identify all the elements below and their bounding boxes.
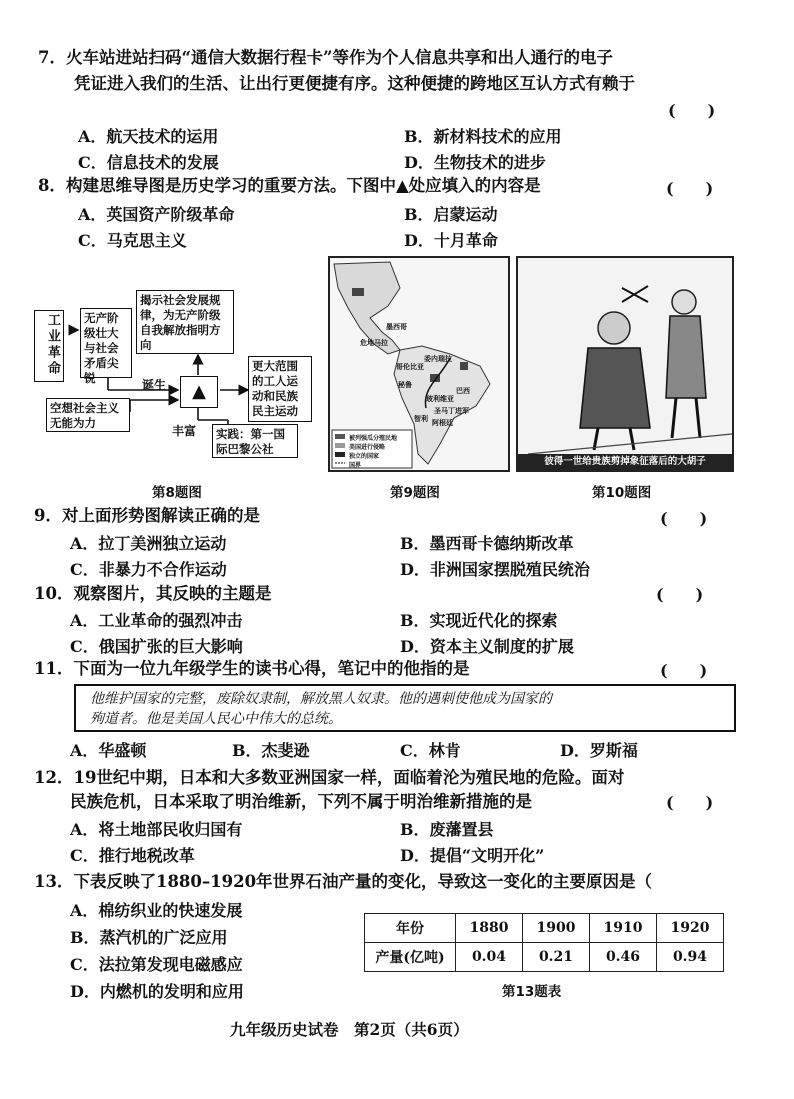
fig9-legend-4: 国界 [349, 462, 362, 469]
table-row [365, 914, 724, 943]
q13-option-b: B．蒸汽机的广泛应用 [70, 928, 228, 947]
fig8-box-center-triangle: ▲ [180, 376, 218, 408]
q8-option-c: C．马克思主义 [78, 231, 187, 250]
q9-answer-paren: ( ) [660, 509, 708, 528]
q11-option-c: C．林肯 [400, 741, 461, 760]
q11-note-line1: 他维护国家的完整，废除奴隶制，解放黑人奴隶。他的遇刺使他成为国家的 [90, 691, 552, 707]
fig8-label-birth: 诞生 [142, 378, 167, 392]
q7-option-a: A．航天技术的运用 [78, 127, 219, 146]
q8-option-d: D．十月革命 [404, 231, 498, 250]
q13-table-cell-1920: 0.94 [657, 943, 724, 972]
fig8-box-practice: 实践：第一国际巴黎公社 [212, 424, 298, 458]
q11-stem: 11．下面为一位九年级学生的读书心得，笔记中的他指的是 [34, 659, 470, 678]
q7-answer-paren: ( ) [668, 101, 716, 120]
q8-option-b: B．启蒙运动 [404, 205, 498, 224]
fig10-illustration [518, 258, 732, 454]
page-footer: 九年级历史试卷 第2页（共6页） [230, 1020, 469, 1039]
q8-stem: 8．构建思维导图是历史学习的重要方法。下图中▲处应填入的内容是 [38, 176, 541, 195]
fig9-caption: 第9题图 [390, 485, 440, 501]
q7-stem-line2: 凭证进入我们的生活、让出行更便捷有序。这种便捷的跨地区互认方式有赖于 [74, 74, 635, 93]
q13-table-head-year: 年份 [365, 914, 456, 943]
q8-option-a: A．英国资产阶级革命 [78, 205, 235, 224]
fig9-label-chile: 智利 [414, 414, 428, 423]
q11-note-line2: 殉道者。他是美国人民心中伟大的总统。 [90, 711, 342, 727]
q13-option-d: D．内燃机的发明和应用 [70, 982, 244, 1001]
fig9-label-argentina: 阿根廷 [432, 418, 453, 427]
q12-option-b: B．废藩置县 [400, 820, 494, 839]
q13-table-head-1920: 1920 [657, 914, 724, 943]
q13-table-cell-1910: 0.46 [590, 943, 657, 972]
q13-table [364, 913, 724, 972]
q12-stem-line1: 12．19世纪中期，日本和大多数亚洲国家一样，面临着沦为殖民地的危险。面对 [34, 768, 625, 787]
q12-option-a: A．将土地部民收归国有 [70, 820, 243, 839]
fig9-map [328, 256, 510, 472]
q13-table-head-1880: 1880 [456, 914, 523, 943]
fig8-mindmap [30, 290, 320, 460]
fig8-box-reveal-laws: 揭示社会发展规律，为无产阶级自我解放指明方向 [136, 290, 234, 354]
q10-stem: 10．观察图片，其反映的主题是 [34, 584, 272, 603]
q8-answer-paren: ( ) [666, 179, 714, 198]
q9-option-d: D．非洲国家摆脱殖民统治 [400, 560, 590, 579]
fig9-label-venezuela: 委内瑞拉 [424, 354, 452, 363]
q7-option-b: B．新材料技术的应用 [404, 127, 562, 146]
fig8-box-industrial-revolution: 工业革命 [34, 310, 64, 382]
q13-table-cell-1880: 0.04 [456, 943, 523, 972]
fig9-label-bolivia: 玻利维亚 [426, 394, 454, 403]
q9-stem: 9．对上面形势图解读正确的是 [34, 506, 260, 525]
fig9-label-peru: 秘鲁 [398, 380, 412, 389]
q13-table-head-1900: 1900 [523, 914, 590, 943]
q11-option-b: B．杰斐逊 [232, 741, 310, 760]
q13-table-cell-1900: 0.21 [523, 943, 590, 972]
fig10-caption: 第10题图 [592, 485, 652, 501]
q12-stem-line2: 民族危机，日本采取了明治维新，下列不属于明治维新措施的是 [70, 792, 532, 811]
q10-option-c: C．俄国扩张的巨大影响 [70, 637, 243, 656]
q12-answer-paren: ( ) [666, 793, 714, 812]
fig9-label-brazil: 巴西 [456, 386, 470, 395]
fig9-legend-3: 独立的国家 [349, 453, 380, 460]
fig9-label-guatemala: 危地马拉 [360, 338, 388, 347]
q7-option-c: C．信息技术的发展 [78, 153, 219, 172]
fig8-box-proletariat: 无产阶级壮大与社会矛盾尖锐 [80, 308, 132, 378]
fig10-picture-caption: 彼得一世给贵族剪掉象征落后的大胡子 [518, 454, 732, 470]
table-row [365, 943, 724, 972]
q13-table-caption: 第13题表 [502, 984, 562, 1000]
q9-option-c: C．非暴力不合作运动 [70, 560, 227, 579]
q12-option-c: C．推行地税改革 [70, 846, 195, 865]
q9-option-a: A．拉丁美洲独立运动 [70, 534, 227, 553]
fig9-label-mexico: 墨西哥 [386, 322, 407, 331]
q13-table-row-label: 产量(亿吨) [365, 943, 456, 972]
q13-stem: 13．下表反映了1880–1920年世界石油产量的变化，导致这一变化的主要原因是（ [34, 872, 653, 891]
fig9-label-san-martin: 圣马丁进军 [434, 406, 469, 415]
q11-option-d: D．罗斯福 [560, 741, 638, 760]
q11-answer-paren: ( ) [660, 661, 708, 680]
q10-option-d: D．资本主义制度的扩展 [400, 637, 574, 656]
q9-option-b: B．墨西哥卡德纳斯改革 [400, 534, 574, 553]
q12-option-d: D．提倡“文明开化” [400, 846, 545, 865]
q10-option-a: A．工业革命的强烈冲击 [70, 611, 243, 630]
fig8-box-utopian: 空想社会主义无能为力 [46, 398, 130, 432]
fig8-box-movement: 更大范围的工人运动和民族民主运动 [248, 356, 312, 422]
q7-option-d: D．生物技术的进步 [404, 153, 546, 172]
fig9-legend-1: 被列强瓜分殖民地 [349, 435, 398, 442]
fig9-label-colombia: 哥伦比亚 [396, 362, 424, 371]
q13-table-head-1910: 1910 [590, 914, 657, 943]
q10-option-b: B．实现近代化的探索 [400, 611, 558, 630]
q10-answer-paren: ( ) [656, 585, 704, 604]
q11-note-box [74, 684, 736, 732]
fig10-picture [516, 256, 734, 472]
fig9-legend-2: 美国进行侵略 [349, 444, 386, 451]
q7-stem-line1: 7．火车站进站扫码“通信大数据行程卡”等作为个人信息共享和出人通行的电子 [38, 48, 613, 67]
fig8-label-rich: 丰富 [172, 424, 197, 438]
q13-option-c: C．法拉第发现电磁感应 [70, 955, 243, 974]
q13-option-a: A．棉纺织业的快速发展 [70, 901, 243, 920]
fig8-caption: 第8题图 [152, 485, 202, 501]
q11-option-a: A．华盛顿 [70, 741, 147, 760]
